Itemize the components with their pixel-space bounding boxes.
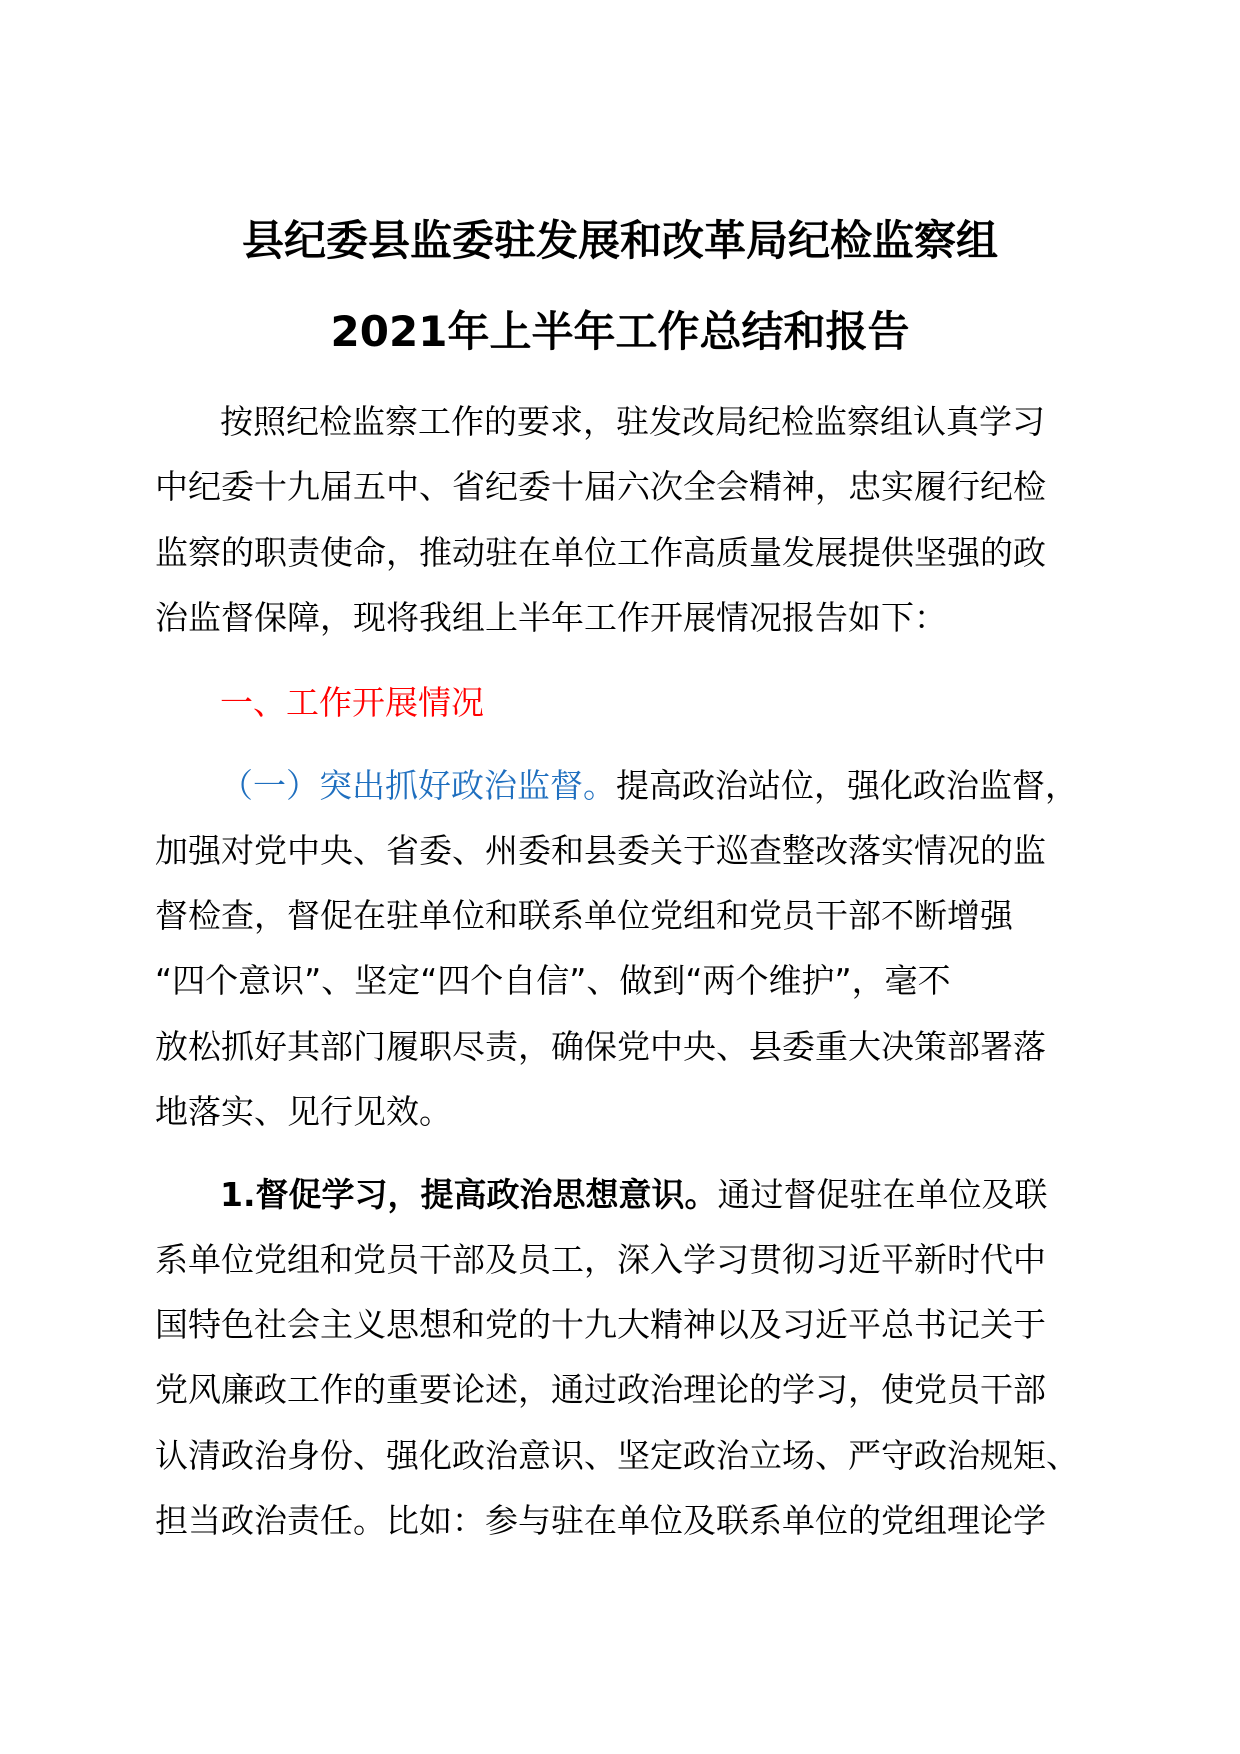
section-heading: 一、工作开展情况 [220,683,484,722]
intro-line: 监察的职责使命，推动驻在单位工作高质量发展提供坚强的政 [155,533,1046,572]
document-title-line-2: 2021年上半年工作总结和报告 [330,307,910,356]
intro-line: 治监督保障，现将我组上半年工作开展情况报告如下： [155,598,947,637]
subsection-line: 放松抓好其部门履职尽责，确保党中央、县委重大决策部署落 [155,1027,1046,1066]
item-line: 党风廉政工作的重要论述，通过政治理论的学习，使党员干部 [155,1370,1046,1409]
item-text: 通过督促驻在单位及联 [717,1175,1048,1214]
subsection-text: 提高政治站位，强化政治监督， [616,766,1078,805]
subsection-line: 加强对党中央、省委、州委和县委关于巡查整改落实情况的监 [155,831,1046,870]
item-first-line [220,1175,1048,1215]
subsection-heading: （一）突出抓好政治监督。 [220,766,616,805]
item-heading: 1.督促学习，提高政治思想意识。 [220,1175,718,1214]
subsection-line: 地落实、见行见效。 [155,1092,452,1131]
subsection-line: “四个意识”、坚定“四个自信”、做到“两个维护”，毫不 [155,961,951,1000]
subsection-line: 督检查，督促在驻单位和联系单位党组和党员干部不断增强 [155,896,1013,935]
document-title-line-1: 县纪委县监委驻发展和改革局纪检监察组 [241,216,998,265]
item-line: 担当政治责任。比如：参与驻在单位及联系单位的党组理论学 [155,1501,1046,1540]
item-line: 国特色社会主义思想和党的十九大精神以及习近平总书记关于 [155,1305,1046,1344]
item-line: 系单位党组和党员干部及员工，深入学习贯彻习近平新时代中 [155,1240,1046,1279]
item-line: 认清政治身份、强化政治意识、坚定政治立场、严守政治规矩、 [155,1436,1079,1475]
intro-line: 中纪委十九届五中、省纪委十届六次全会精神，忠实履行纪检 [155,467,1046,506]
subsection-first-line [220,766,1078,806]
intro-line: 按照纪检监察工作的要求，驻发改局纪检监察组认真学习 [220,402,1045,441]
